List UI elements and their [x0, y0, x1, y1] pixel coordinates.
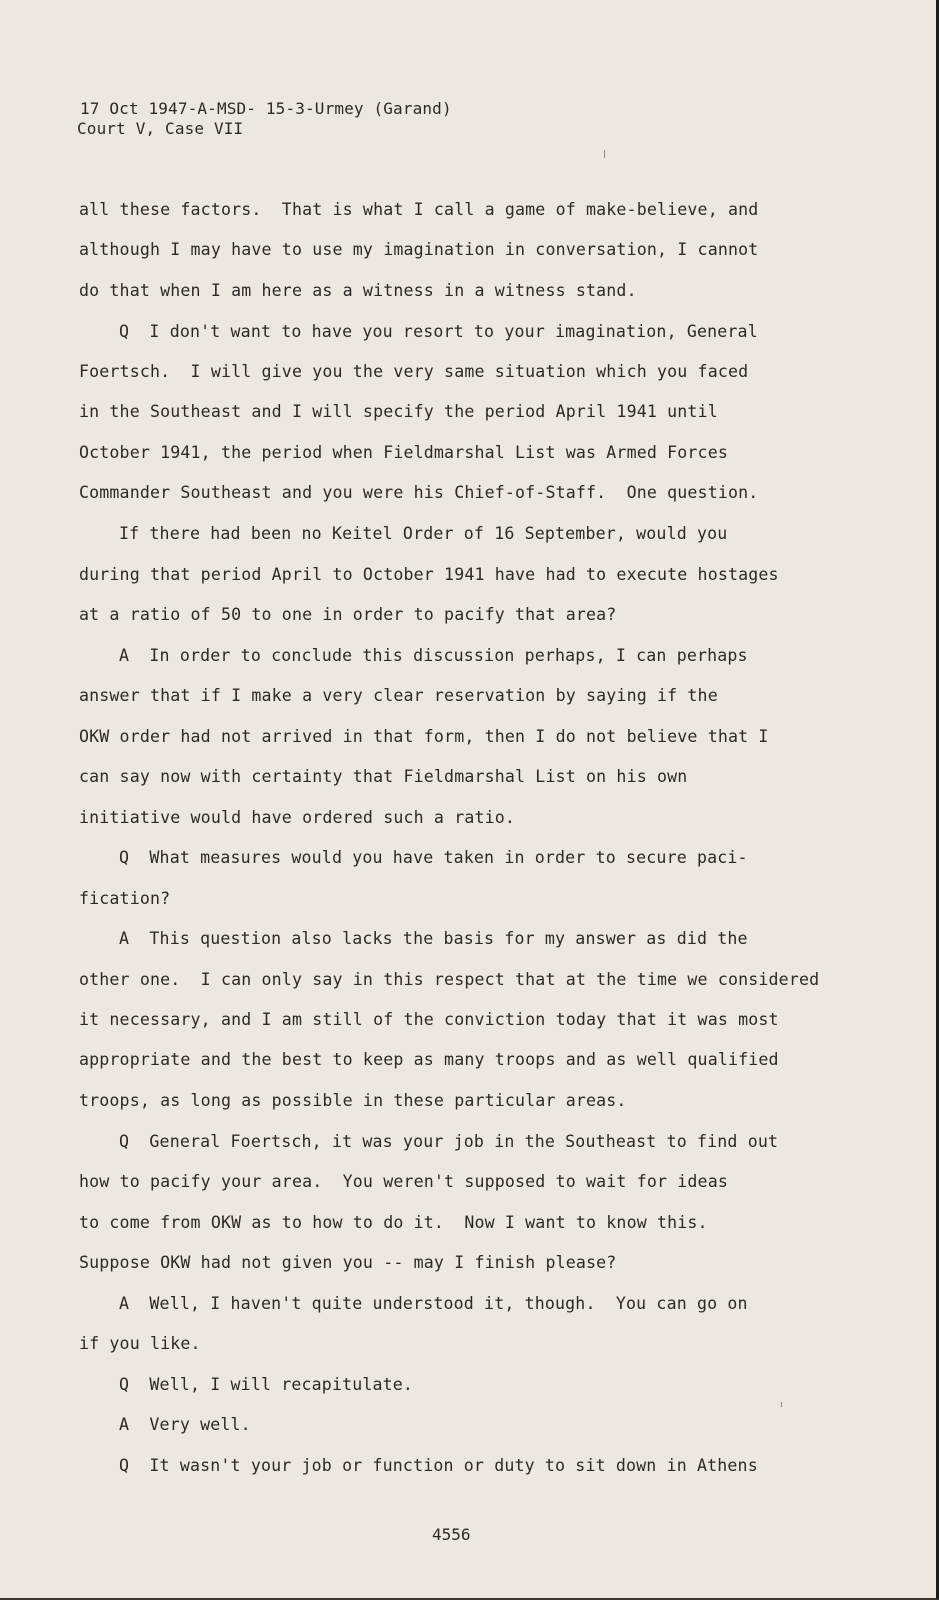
- header-line-1: 17 Oct 1947-A-MSD- 15-3-Urmey (Garand): [80, 99, 452, 118]
- text-line: at a ratio of 50 to one in order to pacify that area?: [79, 605, 617, 624]
- text-line: it necessary, and I am still of the conviction today that it was most: [79, 1010, 779, 1029]
- text-line: OKW order had not arrived in that form, then I do not believe that I: [79, 727, 769, 746]
- text-line: Q I don't want to have you resort to your imagination, General: [119, 322, 758, 341]
- text-line: Foertsch. I will give you the very same situation which you faced: [79, 362, 749, 381]
- text-line: all these factors. That is what I call a game of make-believe, and: [79, 200, 759, 219]
- text-line: A This question also lacks the basis for my answer as did the: [119, 929, 748, 948]
- header-line-2: Court V, Case VII: [77, 119, 244, 138]
- text-line: October 1941, the period when Fieldmarshal List was Armed Forces: [79, 443, 728, 462]
- text-line: Commander Southeast and you were his Chief-of-Staff. One question.: [79, 483, 759, 502]
- text-line: how to pacify your area. You weren't supposed to wait for ideas: [79, 1172, 728, 1191]
- text-line: If there had been no Keitel Order of 16 September, would you: [119, 524, 728, 543]
- text-line: A Well, I haven't quite understood it, though. You can go on: [119, 1294, 748, 1313]
- page-number: 4556: [432, 1525, 471, 1544]
- text-line: fication?: [79, 889, 171, 908]
- paper-speck: [604, 150, 605, 158]
- text-line: can say now with certainty that Fieldmarshal List on his own: [79, 767, 688, 786]
- paper-speck: [781, 1402, 782, 1407]
- text-line: in the Southeast and I will specify the period April 1941 until: [79, 402, 718, 421]
- text-line: although I may have to use my imagination in conversation, I cannot: [79, 240, 759, 259]
- text-line: A Very well.: [119, 1415, 251, 1434]
- text-line: if you like.: [79, 1334, 201, 1353]
- text-line: Q General Foertsch, it was your job in the Southeast to find out: [119, 1132, 779, 1151]
- text-line: answer that if I make a very clear reservation by saying if the: [79, 686, 718, 705]
- text-line: initiative would have ordered such a ratio.: [79, 808, 516, 827]
- text-line: to come from OKW as to how to do it. Now I want to know this.: [79, 1213, 708, 1232]
- text-line: during that period April to October 1941 have had to execute hostages: [79, 565, 779, 584]
- text-line: other one. I can only say in this respect that at the time we considered: [79, 970, 820, 989]
- text-line: Q Well, I will recapitulate.: [119, 1375, 414, 1394]
- text-line: Suppose OKW had not given you -- may I finish please?: [79, 1253, 617, 1272]
- text-line: appropriate and the best to keep as many troops and as well qualified: [79, 1050, 779, 1069]
- text-line: Q It wasn't your job or function or duty to sit down in Athens: [119, 1456, 758, 1475]
- text-line: Q What measures would you have taken in order to secure paci-: [119, 848, 748, 867]
- text-line: troops, as long as possible in these particular areas.: [79, 1091, 627, 1110]
- text-line: do that when I am here as a witness in a witness stand.: [79, 281, 637, 300]
- text-line: A In order to conclude this discussion perhaps, I can perhaps: [119, 646, 748, 665]
